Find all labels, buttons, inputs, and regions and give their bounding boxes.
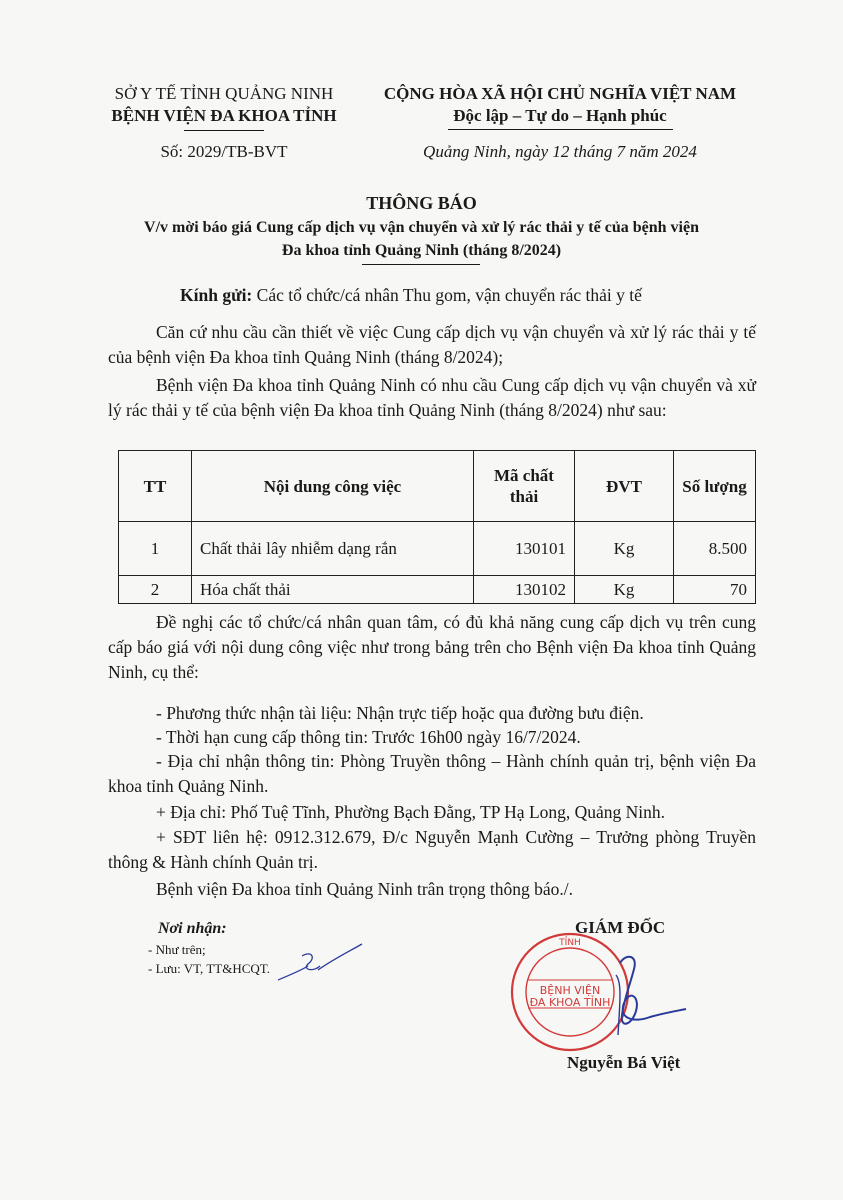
table-row <box>119 522 756 576</box>
seal-line1: BỆNH VIỆN <box>539 984 601 997</box>
row1-unit: Kg <box>575 522 674 576</box>
item-deadline: - Thời hạn cung cấp thông tin: Trước 16h00 ngày 16/7/2024. <box>156 727 581 747</box>
paragraph-need <box>108 373 756 423</box>
nation-underline <box>448 129 673 130</box>
row1-tt: 1 <box>119 522 192 576</box>
header-content: Nội dung công việc <box>192 451 474 522</box>
signer-name: Nguyễn Bá Việt <box>567 1053 681 1072</box>
row2-code: 130102 <box>474 576 575 604</box>
doc-subject-line1: V/v mời báo giá Cung cấp dịch vụ vận chuyển và xử lý rác thải y tế của bệnh viện <box>144 219 699 236</box>
recipients-label: Nơi nhận: <box>158 920 227 937</box>
header-unit: ĐVT <box>575 451 674 522</box>
row1-content: Chất thải lây nhiễm dạng rắn <box>192 522 474 576</box>
recipients-line1: - Như trên; <box>148 942 206 957</box>
item-method: - Phương thức nhận tài liệu: Nhận trực tiếp hoặc qua đường bưu điện. <box>156 703 644 723</box>
row2-content: Hóa chất thải <box>192 576 474 604</box>
signature-title: GIÁM ĐỐC <box>575 918 666 937</box>
org-underline <box>184 130 264 131</box>
header-waste-code: Mã chất thải <box>474 451 575 522</box>
seal-top-text: TỈNH <box>559 938 581 948</box>
item-phone <box>108 825 756 875</box>
greeting-text: Các tổ chức/cá nhân Thu gom, vận chuyển rác thải y tế <box>256 285 642 305</box>
row2-quantity: 70 <box>674 576 756 604</box>
paragraph-basis-text: Căn cứ nhu cầu cần thiết về việc Cung cấp dịch vụ vận chuyển và xử lý rác thải y tế của bệnh viện Đa khoa tỉnh Quảng Ninh (tháng 8/2024); <box>108 322 756 367</box>
row1-code: 130101 <box>474 522 575 576</box>
doc-number: Số: 2029/TB-BVT <box>160 142 288 161</box>
row2-tt: 2 <box>119 576 192 604</box>
paragraph-request <box>108 610 756 685</box>
org-line1: SỞ Y TẾ TỈNH QUẢNG NINH <box>114 84 334 103</box>
table-header-row <box>119 451 756 522</box>
director-signature-icon <box>560 945 690 1055</box>
seal-line2: ĐA KHOA TỈNH <box>529 996 611 1009</box>
closing-sentence: Bệnh viện Đa khoa tỉnh Quảng Ninh trân trọng thông báo./. <box>156 879 574 899</box>
paragraph-basis <box>108 320 756 370</box>
nation-line2: Độc lập – Tự do – Hạnh phúc <box>453 106 667 125</box>
recipients-line2: - Lưu: VT, TT&HCQT. <box>148 961 270 976</box>
nation-line1: CỘNG HÒA XÃ HỘI CHỦ NGHĨA VIỆT NAM <box>383 84 737 103</box>
item-address-info-text: - Địa chỉ nhận thông tin: Phòng Truyền thông – Hành chính quản trị, bệnh viện Đa khoa tỉnh Quảng Ninh. <box>108 751 756 796</box>
header-tt: TT <box>119 451 192 522</box>
row2-unit: Kg <box>575 576 674 604</box>
header-quantity: Số lượng <box>674 451 756 522</box>
doc-subject-line2: Đa khoa tỉnh Quảng Ninh (tháng 8/2024) <box>281 242 562 259</box>
table-row <box>119 576 756 604</box>
title-underline <box>362 264 480 265</box>
place-date: Quảng Ninh, ngày 12 tháng 7 năm 2024 <box>423 142 697 161</box>
item-phone-text: + SĐT liên hệ: 0912.312.679, Đ/c Nguyễn Mạnh Cường – Trưởng phòng Truyền thông & Hành chính Quản trị. <box>108 827 756 872</box>
org-line2: BỆNH VIỆN ĐA KHOA TỈNH <box>111 106 337 125</box>
item-street-address: + Địa chỉ: Phố Tuệ Tĩnh, Phường Bạch Đằng, TP Hạ Long, Quảng Ninh. <box>156 802 666 822</box>
row1-quantity: 8.500 <box>674 522 756 576</box>
doc-title: THÔNG BÁO <box>366 193 477 213</box>
paragraph-request-text: Đề nghị các tổ chức/cá nhân quan tâm, có đủ khả năng cung cấp dịch vụ trên cung cấp báo giá với nội dung công việc như trong bảng trên cho Bệnh viện Đa khoa tỉnh Quảng Ninh, cụ thể: <box>108 612 756 682</box>
item-address-info <box>108 749 756 799</box>
work-table <box>118 450 756 604</box>
greeting <box>180 285 760 306</box>
paragraph-need-text: Bệnh viện Đa khoa tỉnh Quảng Ninh có nhu cầu Cung cấp dịch vụ vận chuyển và xử lý rác thải y tế của bệnh viện Đa khoa tỉnh Quảng Ninh (tháng 8/2024) như sau: <box>108 375 756 420</box>
greeting-label: Kính gửi: <box>180 285 253 305</box>
initials-signature-icon <box>272 940 364 988</box>
